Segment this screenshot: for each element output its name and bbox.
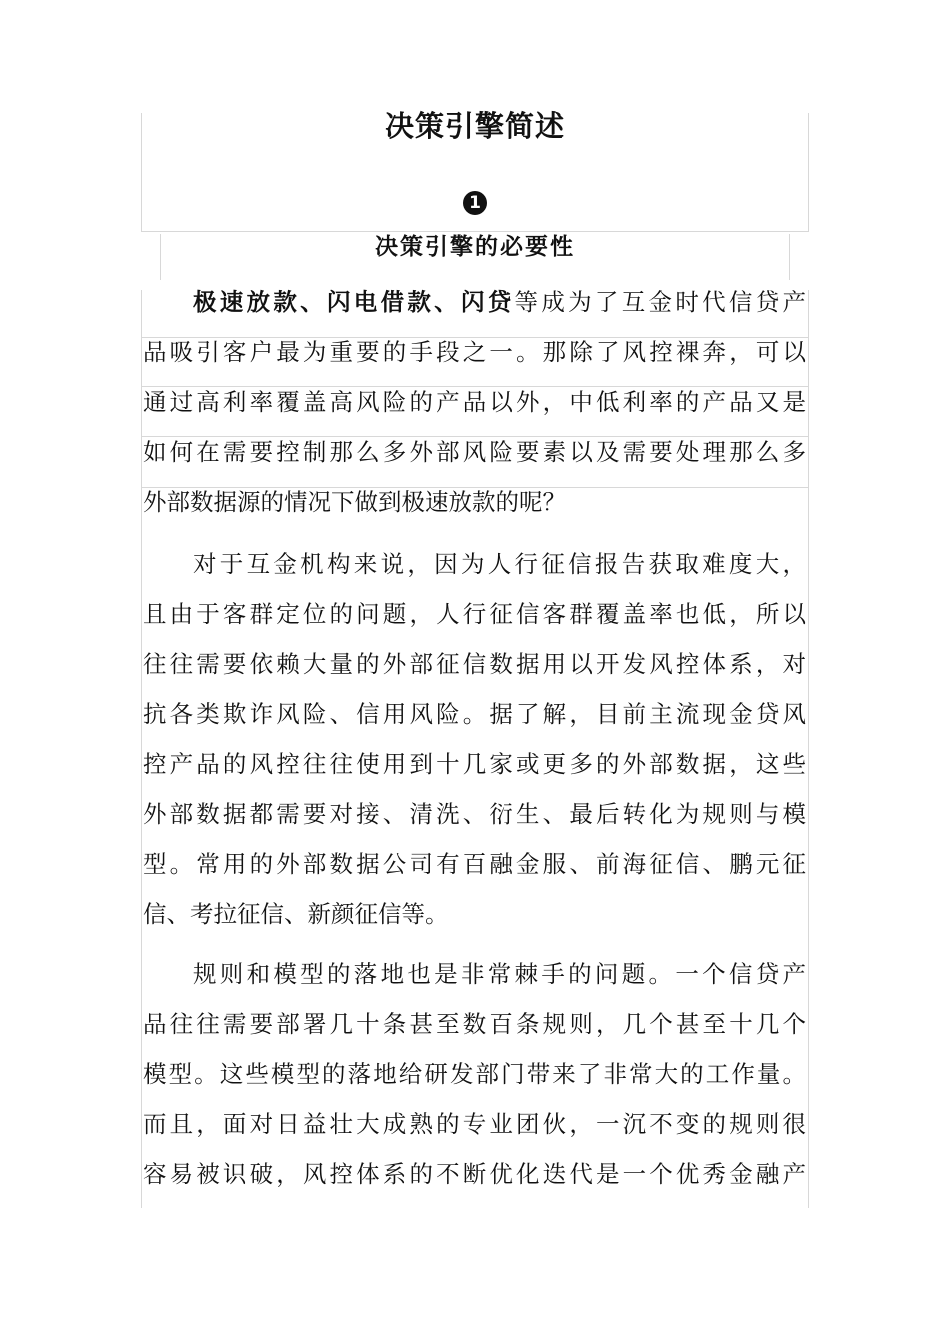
paragraph-3-line-2: 品往往需要部署几十条甚至数百条规则，几个甚至十几个 bbox=[143, 1010, 806, 1038]
paragraph-3-line-1: 规则和模型的落地也是非常棘手的问题。一个信贷产 bbox=[193, 960, 806, 988]
paragraph-1-line-4: 如何在需要控制那么多外部风险要素以及需要处理那么多 bbox=[143, 438, 806, 466]
paragraph-1-line-5: 外部数据源的情况下做到极速放款的呢？ bbox=[143, 488, 566, 516]
paragraph-2-line-5: 控产品的风控往往使用到十几家或更多的外部数据，这些 bbox=[143, 750, 806, 778]
paragraph-1-line-3: 通过高利率覆盖高风险的产品以外，中低利率的产品又是 bbox=[143, 388, 806, 416]
paragraph-3-line-4: 而且，面对日益壮大成熟的专业团伙，一沉不变的规则很 bbox=[143, 1110, 806, 1138]
paragraph-2-line-7: 型。常用的外部数据公司有百融金服、前海征信、鹏元征 bbox=[143, 850, 806, 878]
paragraph-1-line-2: 品吸引客户最为重要的手段之一。那除了风控裸奔，可以 bbox=[143, 338, 806, 366]
frame-line-body-right bbox=[808, 290, 809, 1208]
paragraph-3-line-5: 容易被识破，风控体系的不断优化迭代是一个优秀金融产 bbox=[143, 1160, 806, 1188]
paragraph-3-line-3: 模型。这些模型的落地给研发部门带来了非常大的工作量。 bbox=[143, 1060, 806, 1088]
paragraph-2-line-4: 抗各类欺诈风险、信用风险。据了解，目前主流现金贷风 bbox=[143, 700, 806, 728]
paragraph-2-line-1: 对于互金机构来说，因为人行征信报告获取难度大， bbox=[193, 550, 806, 578]
paragraph-1-bold-lead: 极速放款、闪电借款、闪贷 bbox=[193, 288, 515, 316]
section-number bbox=[142, 185, 808, 219]
section-heading: 决策引擎的必要性 bbox=[375, 234, 575, 260]
paragraph-2-line-6: 外部数据都需要对接、清洗、衍生、最后转化为规则与模 bbox=[143, 800, 806, 828]
frame-line-right bbox=[808, 113, 809, 231]
section-number-badge: 1 bbox=[463, 191, 487, 215]
document-title: 决策引擎简述 bbox=[384, 109, 565, 143]
paragraph-2-line-8: 信、考拉征信、新颜征信等。 bbox=[143, 900, 449, 928]
paragraph-1-line-1 bbox=[143, 284, 806, 320]
paragraph-2-line-3: 往往需要依赖大量的外部征信数据用以开发风控体系，对 bbox=[143, 650, 806, 678]
paragraph-2-line-2: 且由于客群定位的问题，人行征信客群覆盖率也低，所以 bbox=[143, 600, 806, 628]
paragraph-1-line-1-text: 等成为了互金时代信贷产 bbox=[514, 288, 807, 316]
frame-line-body-left bbox=[141, 290, 142, 1208]
